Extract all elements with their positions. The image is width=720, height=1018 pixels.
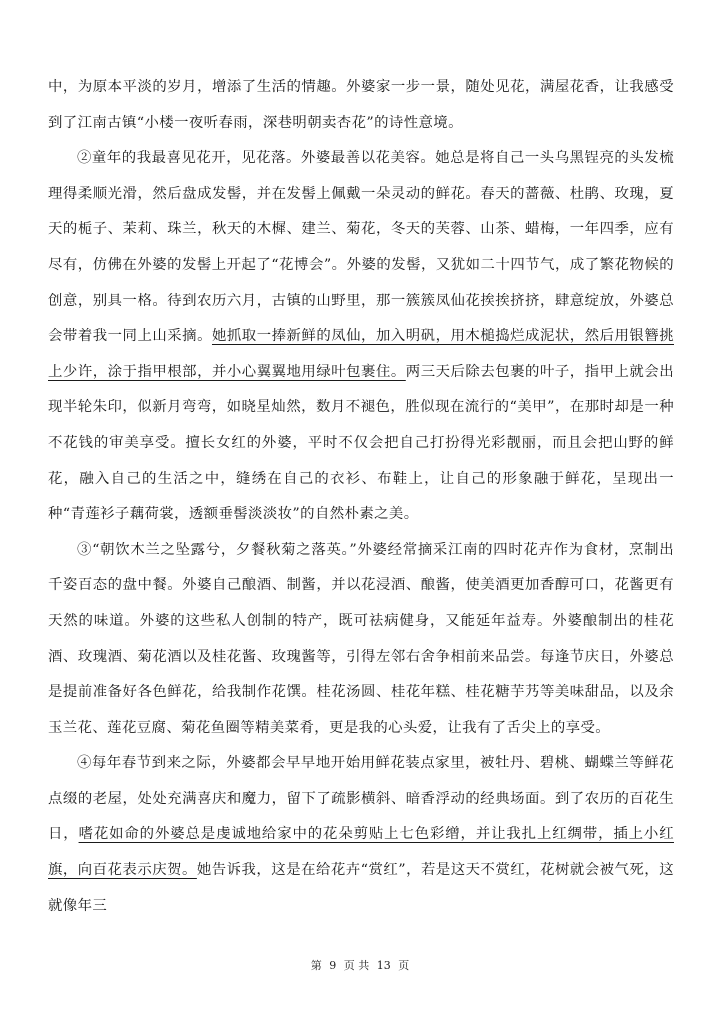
article-body <box>48 70 674 924</box>
paragraph-text: 中，为原本平淡的岁月，增添了生活的情趣。外婆家一步一景，随处见花，满屋花香，让我感受到了江南古镇“小楼一夜听春雨，深巷明朝卖杏花”的诗性意境。 <box>48 79 674 131</box>
paragraph-4 <box>48 746 674 924</box>
footer-total-pages: 13 <box>376 959 391 972</box>
footer-suffix: 页 <box>398 959 410 972</box>
paragraph-text: 两三天后除去包裹的叶子，指甲上就会出现半轮朱印，似新月弯弯，如晓星灿然，数月不褪色，胜似现在流行的“美甲”，在那时却是一种不花钱的审美享受。擅长女红的外婆，平时不仅会把自己打扮得光彩靓丽，而且会把山野的鲜花，融入自己的生活之中，缝绣在自己的衣衫、布鞋上，让自己的形象融于鲜花，呈现出一种“青莲衫子藕荷裳，透额垂髻淡淡妆”的自然朴素之美。 <box>48 363 674 523</box>
paragraph-text: ③“朝饮木兰之坠露兮，夕餐秋菊之落英。”外婆经常摘采江南的四时花卉作为食材，烹制出千姿百态的盘中餐。外婆自己酿酒、制酱，并以花浸酒、酿酱，使美酒更加香醇可口，花酱更有天然的味道。外婆的这些私人创制的特产，既可祛病健身，又能延年益寿。外婆酿制出的桂花酒、玫瑰酒、菊花酒以及桂花酱、玫瑰酱等，引得左邻右舍争相前来品尝。每逢节庆日，外婆总是提前准备好各色鲜花，给我制作花馔。桂花汤圆、桂花年糕、桂花糖芋艿等美味甜品，以及余玉兰花、莲花豆腐、菊花鱼圈等精美菜肴，更是我的心头爱，让我有了舌尖上的享受。 <box>48 541 674 736</box>
paragraph-3 <box>48 533 674 747</box>
paragraph-text: ②童年的我最喜见花开，见花落。外婆最善以花美容。她总是将自己一头乌黑锃亮的头发梳理得柔顺光滑，然后盘成发髻，并在发髻上佩戴一朵灵动的鲜花。春天的蔷薇、杜鹃、玫瑰，夏天的栀子、茉莉、珠兰，秋天的木樨、建兰、菊花，冬天的芙蓉、山茶、蜡梅，一年四季，应有尽有，仿佛在外婆的发髻上开起了“花博会”。外婆的发髻，又犹如二十四节气，成了繁花物候的创意，别具一格。待到农历六月，古镇的山野里，那一簇簇凤仙花挨挨挤挤，肆意绽放，外婆总会带着我一同上山采摘。 <box>48 150 674 345</box>
footer-middle: 页 共 <box>343 959 370 972</box>
paragraph-text: ④每年春节到来之际，外婆都会早早地开始用鲜花装点家里，被牡丹、碧桃、蝴蝶兰等鲜花点缀的老屋，处处充满喜庆和魔力，留下了疏影横斜、暗香浮动的经典场面。到了农历的百花生日， <box>48 755 674 843</box>
underlined-sentence: 她抓取一捧新鲜的凤仙，加入明矾，用木槌捣烂成泥状，然后用银簪挑上少许，涂于指甲根部，并小心翼翼地用绿叶包裹住。 <box>48 328 674 380</box>
paragraph-2 <box>48 141 674 533</box>
underlined-sentence: 嗜花如命的外婆总是虔诚地给家中的花朵剪贴上七色彩缯，并让我扎上红绸带，插上小红旗，向百花表示庆贺。 <box>48 826 674 879</box>
footer-page-number: 9 <box>329 959 337 972</box>
paragraph-text: 她告诉我，这是在给花卉“赏红”，若是这天不赏红，花树就会被气死，这就像年三 <box>48 862 674 914</box>
footer-prefix: 第 <box>310 959 322 972</box>
page-footer <box>0 957 720 973</box>
paragraph-1 <box>48 70 674 141</box>
